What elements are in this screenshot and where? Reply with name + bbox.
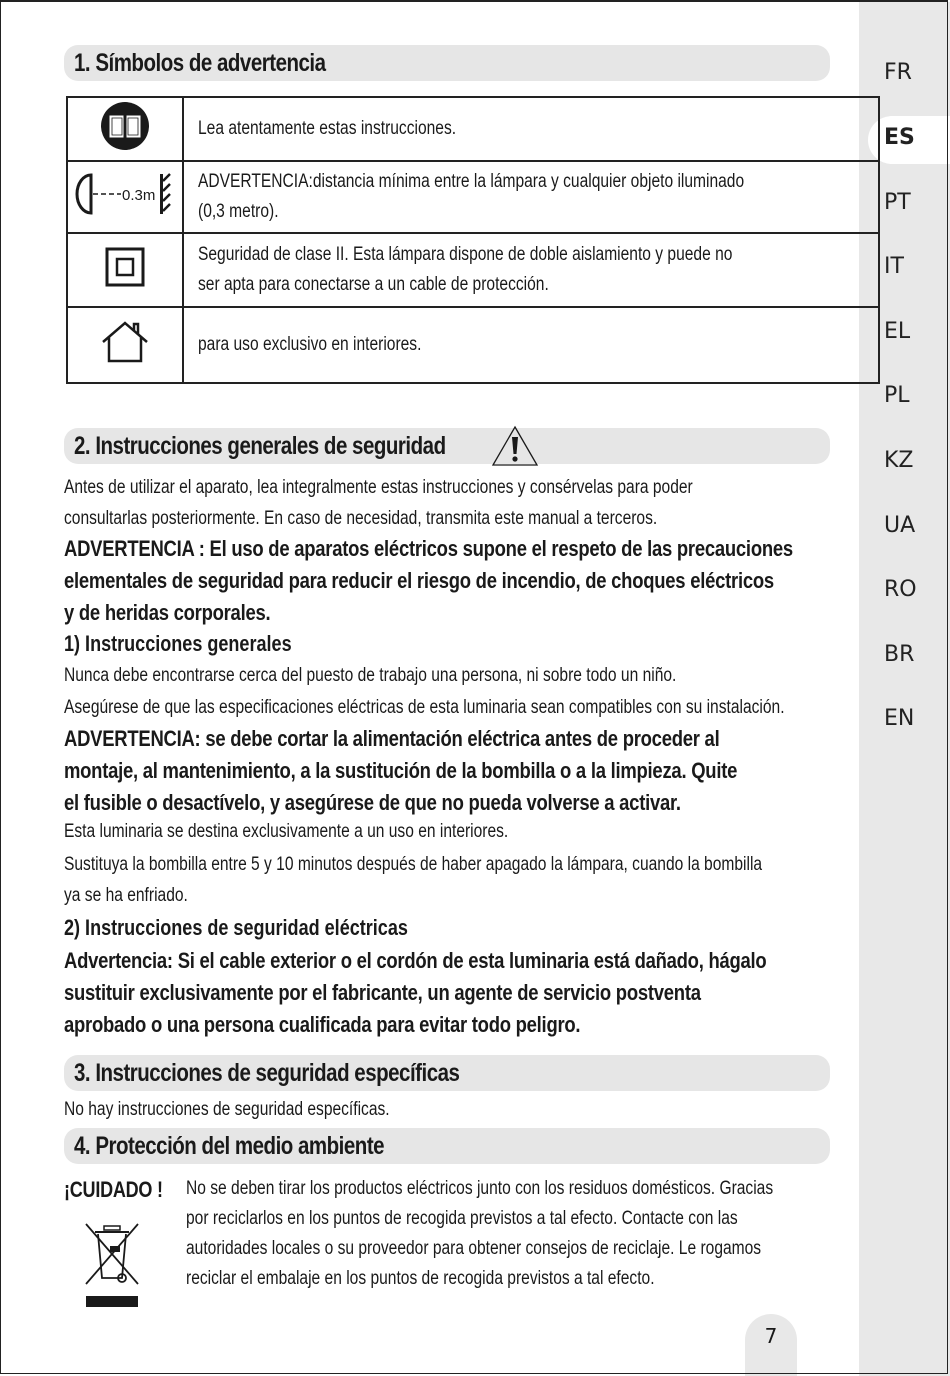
warning-general xyxy=(64,533,950,629)
table-icon-cell xyxy=(67,307,183,383)
symbol-description: para uso exclusivo en interiores. xyxy=(198,334,422,355)
section-3-title: 3. Instrucciones de seguridad específicas xyxy=(74,1059,460,1087)
text-line: No hay instrucciones de seguridad específicas. xyxy=(64,1099,390,1120)
lang-tab-el[interactable]: EL xyxy=(884,319,911,344)
warning-triangle-icon xyxy=(491,425,539,467)
text-line: Antes de utilizar el aparato, lea integralmente estas instrucciones y consérvelas para poder xyxy=(64,477,693,498)
table-text-cell xyxy=(183,233,879,307)
text-line: por reciclarlos en los puntos de recogida previstos a tal efecto. Contacte con las xyxy=(186,1208,738,1229)
symbol-description: Seguridad de clase II. Esta lámpara dispone de doble aislamiento y puede no xyxy=(198,244,733,265)
indoor-use-icon xyxy=(100,320,150,364)
text-line: consultarlas posteriormente. En caso de necesidad, transmita este manual a terceros. xyxy=(64,508,658,529)
lang-tab-fr[interactable]: FR xyxy=(884,60,912,85)
section-1-title: 1. Símbolos de advertencia xyxy=(74,49,326,77)
text-line: 1) Instrucciones generales xyxy=(64,631,292,656)
text-line: 2) Instrucciones de seguridad eléctricas xyxy=(64,915,408,940)
table-row xyxy=(67,307,879,383)
text-line: y de heridas corporales. xyxy=(64,600,271,625)
general-paragraph-3 xyxy=(64,816,606,847)
distance-label: 0.3m xyxy=(122,187,156,204)
table-text-cell xyxy=(183,307,879,383)
general-paragraph-4 xyxy=(64,849,915,911)
text-line: reciclar el embalaje en los puntos de recogida previstos a tal efecto. xyxy=(186,1268,655,1289)
lang-tab-ro[interactable]: RO xyxy=(884,577,917,602)
section-2-heading xyxy=(64,428,830,464)
page-number: 7 xyxy=(745,1314,797,1376)
text-line: aprobado o una persona cualificada para evitar todo peligro. xyxy=(64,1012,581,1037)
section-1-heading xyxy=(64,45,830,81)
text-line: ADVERTENCIA : El uso de aparatos eléctricos supone el respeto de las precauciones xyxy=(64,536,793,561)
text-line: el fusible o desactívelo, y asegúrese de que no pueda volverse a activar. xyxy=(64,790,681,815)
table-icon-cell xyxy=(67,161,183,233)
lang-tab-pt[interactable]: PT xyxy=(884,190,911,215)
general-paragraph-2 xyxy=(64,692,943,723)
text-line: autoridades locales o su proveedor para obtener consejos de reciclaje. Le rogamos xyxy=(186,1238,762,1259)
lang-tab-br[interactable]: BR xyxy=(884,642,915,667)
text-line: Sustituya la bombilla entre 5 y 10 minutos después de haber apagado la lámpara, cuando la bombilla xyxy=(64,854,763,875)
lang-tab-ua[interactable]: UA xyxy=(884,513,916,538)
table-icon-cell xyxy=(67,233,183,307)
table-text-cell xyxy=(183,161,879,233)
weee-bin-icon xyxy=(82,1220,144,1310)
warning-cable xyxy=(64,945,921,1041)
subheading-general xyxy=(64,628,342,659)
general-paragraph-1 xyxy=(64,660,811,691)
section-3-heading xyxy=(64,1055,830,1091)
table-row xyxy=(67,97,879,161)
caution-label xyxy=(64,1174,184,1206)
text-line: ya se ha enfriado. xyxy=(64,885,188,906)
text-line: Asegúrese de que las especificaciones eléctricas de esta luminaria sean compatibles con su instalación. xyxy=(64,697,785,718)
symbol-description: (0,3 metro). xyxy=(198,201,279,222)
text-line: ADVERTENCIA: se debe cortar la alimentación eléctrica antes de proceder al xyxy=(64,726,720,751)
table-text-cell xyxy=(183,97,879,161)
subheading-electrical xyxy=(64,912,483,943)
text-line: Nunca debe encontrarse cerca del puesto de trabajo una persona, ni sobre todo un niño. xyxy=(64,665,677,686)
warning-power-off xyxy=(64,723,885,819)
symbol-description: ADVERTENCIA:distancia mínima entre la lámpara y cualquier objeto iluminado xyxy=(198,171,745,192)
section-4-heading xyxy=(64,1128,830,1164)
text-line: montaje, al mantenimiento, a la sustitución de la bombilla o a la limpieza. Quite xyxy=(64,758,738,783)
intro-paragraph xyxy=(64,472,831,534)
lang-tab-pl[interactable]: PL xyxy=(884,383,910,408)
read-manual-icon xyxy=(100,101,150,151)
lang-tab-kz[interactable]: KZ xyxy=(884,448,914,473)
section-4-title: 4. Protección del medio ambiente xyxy=(74,1132,385,1160)
class-ii-icon xyxy=(105,247,145,287)
text-line: Advertencia: Si el cable exterior o el cordón de esta luminaria está dañado, hágalo xyxy=(64,948,767,973)
section-2-title: 2. Instrucciones generales de seguridad xyxy=(74,432,446,460)
environment-paragraph xyxy=(186,1174,902,1294)
table-icon-cell xyxy=(67,97,183,161)
specific-safety-text xyxy=(64,1094,461,1125)
text-line: elementales de seguridad para reducir el riesgo de incendio, de choques eléctricos xyxy=(64,568,774,593)
table-row xyxy=(67,161,879,233)
lang-tab-it[interactable]: IT xyxy=(884,254,904,279)
text-line: Esta luminaria se destina exclusivamente a un uso en interiores. xyxy=(64,821,509,842)
warning-symbols-table xyxy=(66,96,880,384)
text-line: ¡CUIDADO ! xyxy=(64,1177,163,1202)
lang-tab-es[interactable]: ES xyxy=(884,125,915,150)
text-line: No se deben tirar los productos eléctricos junto con los residuos domésticos. Gracias xyxy=(186,1178,774,1199)
lang-tab-en[interactable]: EN xyxy=(884,706,915,731)
text-line: sustituir exclusivamente por el fabricante, un agente de servicio postventa xyxy=(64,980,701,1005)
symbol-description: ser apta para conectarse a un cable de protección. xyxy=(198,274,549,295)
table-row xyxy=(67,233,879,307)
min-distance-icon xyxy=(69,171,181,217)
symbol-description: Lea atentamente estas instrucciones. xyxy=(198,118,457,139)
